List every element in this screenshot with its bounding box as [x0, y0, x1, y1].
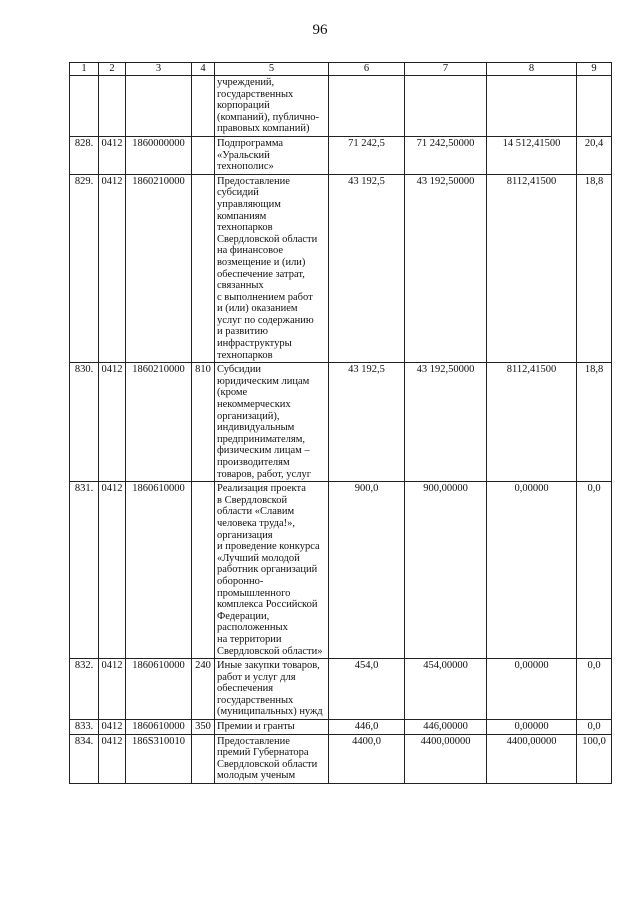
item-name-line: и (или) оказанием: [217, 303, 298, 315]
budget-allocation: 900,00000: [405, 482, 487, 659]
row-number: 833.: [70, 720, 99, 735]
item-name-line: оборонно-: [217, 575, 264, 587]
execution-percent: 0,0: [577, 482, 612, 659]
executed-amount: 8112,41500: [487, 363, 577, 482]
approved-amount: 446,0: [329, 720, 405, 735]
item-name-line: технополис»: [217, 161, 274, 173]
row-number: 829.: [70, 174, 99, 363]
execution-percent: 100,0: [577, 734, 612, 783]
item-name-line: обеспечение затрат,: [217, 268, 305, 280]
item-name: [215, 363, 329, 482]
item-name-line: государственных: [217, 88, 294, 100]
item-name-line: Свердловской области»: [217, 645, 323, 657]
table-row: [70, 136, 612, 174]
header-row: [70, 63, 612, 76]
item-name-line: молодым ученым: [217, 770, 296, 782]
column-header: 2: [99, 63, 126, 76]
section-code: 0412: [99, 174, 126, 363]
item-name-line: промышленного: [217, 587, 291, 599]
item-name-line: Предоставление: [217, 735, 290, 747]
item-name-line: на территории: [217, 633, 282, 645]
item-name-line: производителям: [217, 457, 290, 468]
target-article-code: 1860210000: [126, 174, 192, 363]
item-name-line: субсидий: [217, 187, 259, 199]
item-name-line: «Уральский: [217, 149, 270, 161]
item-name-line: области «Славим: [217, 506, 295, 518]
item-name-line: (компаний), публично-: [217, 111, 319, 123]
approved-amount: 71 242,5: [329, 136, 405, 174]
table-row: [70, 734, 612, 783]
item-name-line: правовых компаний): [217, 123, 310, 135]
row-number: 830.: [70, 363, 99, 482]
row-number: 832.: [70, 659, 99, 720]
budget-allocation: 43 192,50000: [405, 363, 487, 482]
column-header: 6: [329, 63, 405, 76]
expense-type-code: [192, 76, 215, 137]
item-name-line: премий Губернатора: [217, 747, 309, 759]
approved-amount: 4400,0: [329, 734, 405, 783]
expense-type-code: [192, 734, 215, 783]
item-name-line: (кроме: [217, 387, 248, 399]
item-name-line: учреждений,: [217, 77, 275, 88]
approved-amount: [329, 76, 405, 137]
item-name-line: связанных: [217, 280, 264, 292]
item-name: [215, 136, 329, 174]
item-name-line: Субсидии: [217, 364, 262, 376]
page-number: 96: [312, 22, 328, 38]
approved-amount: 900,0: [329, 482, 405, 659]
section-code: 0412: [99, 136, 126, 174]
target-article-code: 1860000000: [126, 136, 192, 174]
row-number: 828.: [70, 136, 99, 174]
budget-allocation: 446,00000: [405, 720, 487, 735]
item-name-line: государственных: [217, 694, 294, 706]
executed-amount: 0,00000: [487, 482, 577, 659]
section-code: 0412: [99, 482, 126, 659]
item-name-line: в Свердловской: [217, 494, 288, 506]
expense-type-code: 240: [192, 659, 215, 720]
budget-allocation: [405, 76, 487, 137]
item-name-line: управляющим: [217, 198, 281, 210]
budget-table: [69, 62, 612, 784]
item-name-line: возмещение и (или): [217, 256, 306, 268]
column-header: 9: [577, 63, 612, 76]
target-article-code: 1860610000: [126, 720, 192, 735]
table-row: [70, 482, 612, 659]
section-code: 0412: [99, 659, 126, 720]
expense-type-code: [192, 482, 215, 659]
item-name-line: Предоставление: [217, 175, 290, 187]
approved-amount: 454,0: [329, 659, 405, 720]
column-header: 7: [405, 63, 487, 76]
item-name-line: обеспечения: [217, 683, 274, 695]
item-name-line: технопарков: [217, 349, 273, 361]
item-name-line: Федерации,: [217, 610, 270, 622]
target-article-code: 1860210000: [126, 363, 192, 482]
execution-percent: [577, 76, 612, 137]
item-name: [215, 659, 329, 720]
item-name: [215, 720, 329, 735]
item-name: [215, 482, 329, 659]
budget-allocation: 454,00000: [405, 659, 487, 720]
table-row: [70, 76, 612, 137]
item-name-line: Свердловской области: [217, 233, 318, 245]
item-name-line: работ и услуг для: [217, 671, 296, 683]
item-name-line: Подпрограмма: [217, 137, 284, 149]
item-name-line: корпораций: [217, 100, 270, 112]
table-row: [70, 174, 612, 363]
item-name-line: на финансовое: [217, 245, 284, 257]
executed-amount: 8112,41500: [487, 174, 577, 363]
expense-type-code: 350: [192, 720, 215, 735]
column-header: 8: [487, 63, 577, 76]
item-name-line: юридическим лицам: [217, 375, 310, 387]
executed-amount: [487, 76, 577, 137]
item-name-line: организация: [217, 529, 273, 541]
budget-allocation: 4400,00000: [405, 734, 487, 783]
target-article-code: [126, 76, 192, 137]
column-header: 1: [70, 63, 99, 76]
item-name-line: услуг по содержанию: [217, 314, 314, 326]
item-name-line: (муниципальных) нужд: [217, 706, 323, 718]
approved-amount: 43 192,5: [329, 363, 405, 482]
table-row: [70, 363, 612, 482]
execution-percent: 0,0: [577, 659, 612, 720]
section-code: [99, 76, 126, 137]
row-number: [70, 76, 99, 137]
section-code: 0412: [99, 720, 126, 735]
section-code: 0412: [99, 363, 126, 482]
item-name-line: технопарков: [217, 222, 273, 234]
item-name-line: комплекса Российской: [217, 599, 318, 611]
item-name-line: индивидуальным: [217, 422, 295, 434]
item-name: [215, 174, 329, 363]
item-name-line: человека труда!»,: [217, 517, 296, 529]
budget-allocation: 43 192,50000: [405, 174, 487, 363]
executed-amount: 14 512,41500: [487, 136, 577, 174]
column-header: 4: [192, 63, 215, 76]
table-row: [70, 659, 612, 720]
approved-amount: 43 192,5: [329, 174, 405, 363]
target-article-code: 1860610000: [126, 659, 192, 720]
item-name-line: и проведение конкурса: [217, 541, 320, 553]
item-name-line: «Лучший молодой: [217, 552, 300, 564]
item-name-line: расположенных: [217, 622, 288, 634]
execution-percent: 18,8: [577, 174, 612, 363]
execution-percent: 20,4: [577, 136, 612, 174]
item-name-line: Свердловской области: [217, 758, 318, 770]
target-article-code: 186S310010: [126, 734, 192, 783]
row-number: 834.: [70, 734, 99, 783]
column-header: 3: [126, 63, 192, 76]
execution-percent: 18,8: [577, 363, 612, 482]
table-row: [70, 720, 612, 735]
execution-percent: 0,0: [577, 720, 612, 735]
item-name-line: товаров, работ, услуг: [217, 468, 312, 480]
item-name-line: Премии и гранты: [217, 721, 295, 733]
section-code: 0412: [99, 734, 126, 783]
item-name-line: инфраструктуры: [217, 338, 292, 350]
executed-amount: 0,00000: [487, 659, 577, 720]
item-name-line: Иные закупки товаров,: [217, 660, 320, 672]
expense-type-code: 810: [192, 363, 215, 482]
item-name: [215, 734, 329, 783]
executed-amount: 4400,00000: [487, 734, 577, 783]
column-header: 5: [215, 63, 329, 76]
item-name-line: Реализация проекта: [217, 483, 306, 495]
item-name-line: организаций),: [217, 410, 280, 422]
item-name-line: компаниям: [217, 210, 267, 222]
item-name-line: с выполнением работ: [217, 291, 313, 303]
budget-allocation: 71 242,50000: [405, 136, 487, 174]
target-article-code: 1860610000: [126, 482, 192, 659]
item-name-line: некоммерческих: [217, 399, 291, 411]
item-name-line: физическим лицам –: [217, 445, 310, 457]
item-name-line: предпринимателям,: [217, 433, 306, 445]
item-name-line: и развитию: [217, 326, 268, 338]
executed-amount: 0,00000: [487, 720, 577, 735]
expense-type-code: [192, 136, 215, 174]
item-name-line: работник организаций: [217, 564, 318, 576]
row-number: 831.: [70, 482, 99, 659]
expense-type-code: [192, 174, 215, 363]
item-name: [215, 76, 329, 137]
